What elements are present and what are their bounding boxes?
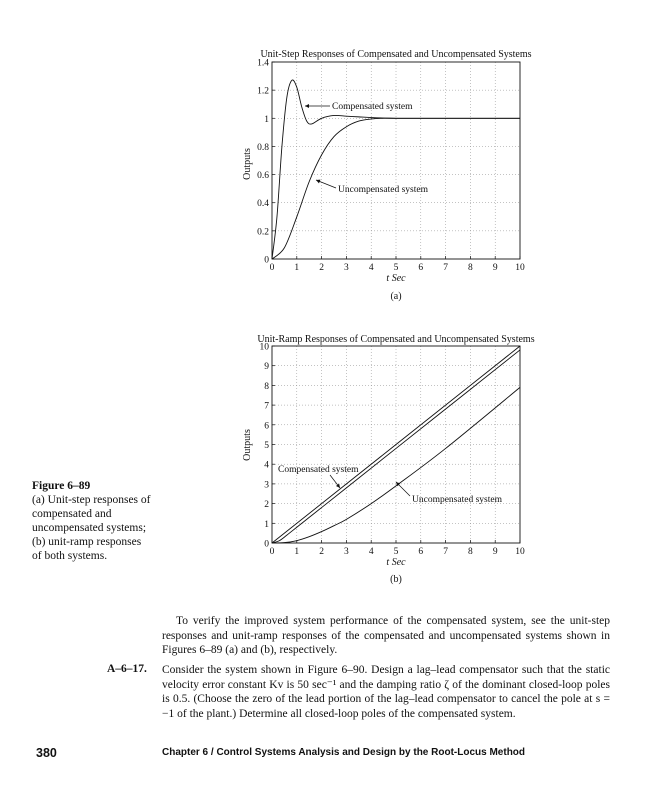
figure-caption <box>32 479 152 563</box>
unit-step-chart <box>0 0 653 310</box>
chart-b-xlabel: t Sec <box>386 557 406 568</box>
figure-caption-text: (a) Unit-step responses of compensated and uncompensated systems; (b) unit-ramp responses of both systems. <box>32 494 151 562</box>
y-tick-label: 1 <box>264 519 269 530</box>
x-tick-label: 6 <box>418 547 424 557</box>
x-tick-label: 5 <box>393 547 399 557</box>
y-tick-label: 6 <box>264 421 269 432</box>
x-tick-label: 2 <box>319 547 324 557</box>
x-tick-label: 5 <box>393 263 399 273</box>
x-tick-label: 0 <box>269 263 275 273</box>
y-tick-label: 4 <box>264 460 269 471</box>
x-tick-label: 8 <box>468 547 473 557</box>
x-tick-label: 8 <box>468 263 473 273</box>
y-tick-label: 0.2 <box>257 227 269 238</box>
y-tick-label: 7 <box>264 401 269 412</box>
annotation-arrowhead <box>305 104 309 108</box>
y-tick-label: 10 <box>259 342 269 353</box>
x-tick-label: 7 <box>443 263 448 273</box>
x-tick-label: 9 <box>492 547 498 557</box>
x-tick-label: 6 <box>418 263 424 273</box>
x-tick-label: 10 <box>515 547 525 557</box>
y-tick-label: 9 <box>264 362 269 373</box>
chart-a-title: Unit-Step Responses of Compensated and Uncompensated Systems <box>260 49 532 60</box>
y-tick-label: 0.6 <box>257 171 269 182</box>
x-tick-label: 1 <box>294 263 300 273</box>
x-tick-label: 9 <box>492 263 498 273</box>
problem-label: A–6–17. <box>107 663 147 675</box>
x-tick-label: 3 <box>344 263 349 273</box>
figure-number: Figure 6–89 <box>32 480 91 492</box>
chart-a-xlabel: t Sec <box>386 273 406 284</box>
x-tick-label: 7 <box>443 547 448 557</box>
x-tick-label: 1 <box>294 547 300 557</box>
y-tick-label: 2 <box>264 500 269 511</box>
y-tick-label: 0.8 <box>257 142 269 153</box>
y-tick-label: 8 <box>264 381 269 392</box>
x-tick-label: 0 <box>269 547 275 557</box>
chart-b-title: Unit-Ramp Responses of Compensated and Uncompensated Systems <box>257 334 535 345</box>
x-tick-label: 10 <box>515 263 525 273</box>
x-tick-label: 4 <box>368 263 374 273</box>
annotation-label: Uncompensated system <box>412 495 502 505</box>
annotation-arrowhead <box>336 484 340 488</box>
annotation-label: Compensated system <box>332 102 413 112</box>
y-tick-label: 0 <box>264 539 269 550</box>
x-tick-label: 3 <box>344 547 349 557</box>
chart-b-panel-label: (b) <box>390 574 402 585</box>
plot-frame <box>272 62 520 259</box>
y-tick-label: 0 <box>264 255 269 266</box>
paragraph-verify: To verify the improved system performance of the compensated system, see the unit-step responses and unit-ramp responses of the compensated and uncompensated systems shown in Figures 6–89 (a) and (b), respectively. <box>162 615 610 656</box>
y-tick-label: 1 <box>264 114 269 125</box>
chart-b-ylabel: Outputs <box>242 429 253 461</box>
chart-a-ylabel: Outputs <box>242 148 253 180</box>
y-tick-label: 1.4 <box>257 58 269 69</box>
y-tick-label: 5 <box>264 441 269 451</box>
x-tick-label: 4 <box>368 547 374 557</box>
paragraph-problem: Consider the system shown in Figure 6–90. Design a lag–lead compensator such that the static velocity error constant Kv is 50 sec⁻¹ and the damping ratio ζ of the dominant closed-loop poles is 0.5. (Choose the zero of the lead portion of the lag–lead compensator to cancel the pole at s = −1 of the plant.) Determine all closed-loop poles of the compensated system. <box>162 664 610 720</box>
y-tick-label: 1.2 <box>257 86 269 97</box>
y-tick-label: 3 <box>264 480 269 491</box>
x-tick-label: 2 <box>319 263 324 273</box>
annotation-label: Uncompensated system <box>338 185 428 195</box>
page-number: 380 <box>36 746 57 760</box>
chapter-title: Chapter 6 / Control Systems Analysis and Design by the Root-Locus Method <box>162 747 526 758</box>
y-tick-label: 0.4 <box>257 199 269 210</box>
annotation-label: Compensated system <box>278 465 359 475</box>
chart-a-panel-label: (a) <box>390 291 402 302</box>
